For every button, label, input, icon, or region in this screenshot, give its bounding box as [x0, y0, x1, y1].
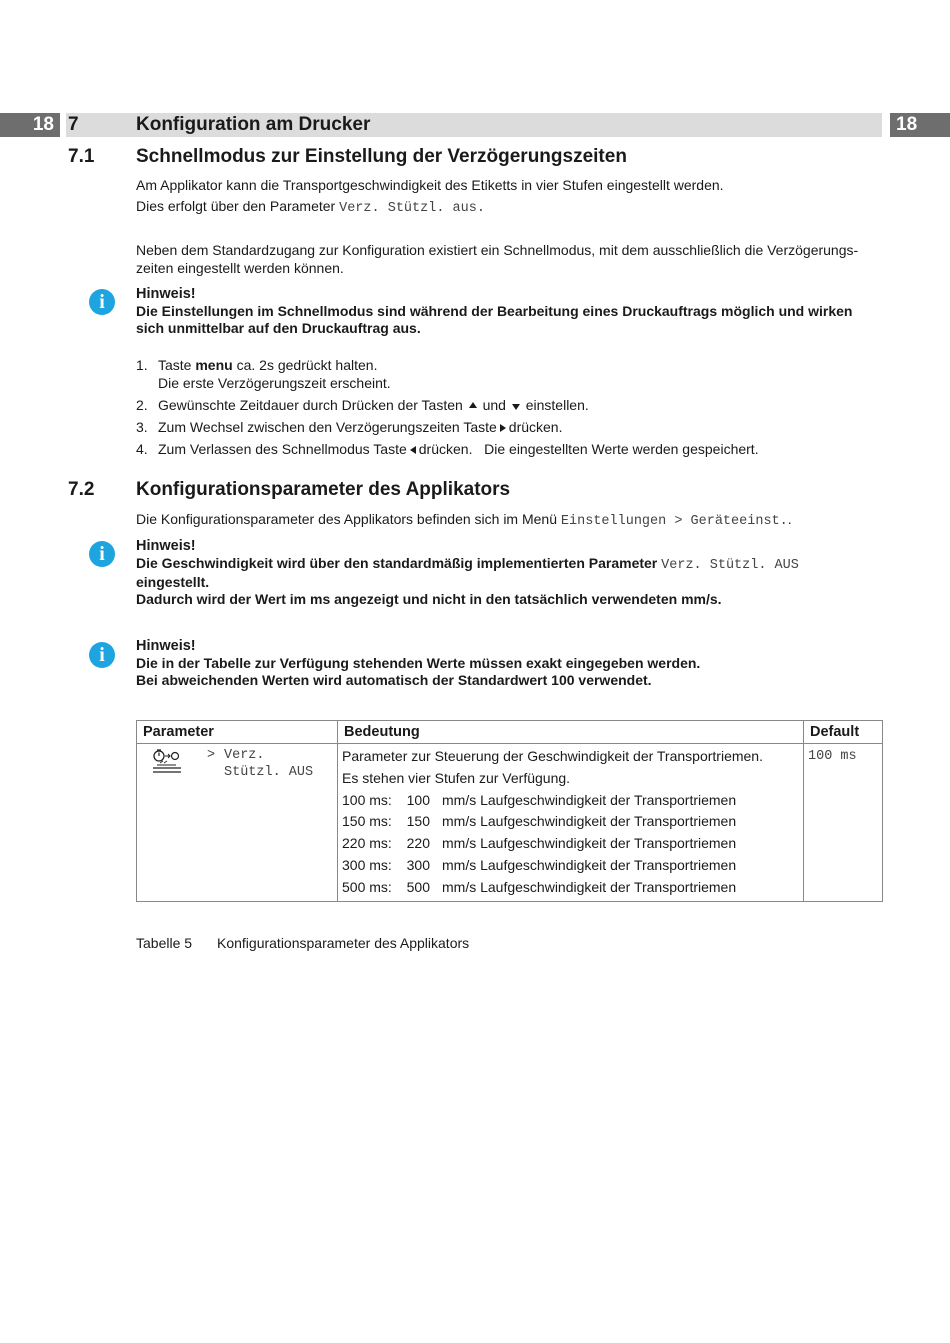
menu-path-suffix: . — [787, 511, 792, 527]
applicator-speed-icon — [151, 748, 185, 776]
step-text: drücken. Die eingestellten Werte werden gespeichert. — [418, 441, 759, 457]
list-text — [158, 418, 562, 436]
note-text: Die Geschwindigkeit wird über den standardmäßig implementierten Parameter — [136, 555, 658, 571]
chapter-number: 7 — [68, 114, 79, 135]
speed-row — [342, 790, 799, 812]
note-line: Bei abweichenden Werten wird automatisch der Standardwert 100 verwendet. — [136, 672, 652, 688]
menu-path-prefix: Die Konfigurationsparameter des Applikators befinden sich im Menü — [136, 511, 558, 527]
param-name-line1: Verz. — [224, 748, 265, 763]
step-text: und — [482, 397, 506, 413]
list-item — [136, 440, 896, 458]
parameter-cell — [137, 744, 338, 902]
param-arrow: > — [207, 748, 216, 763]
speed-text: mm/s Laufgeschwindigkeit der Transportriemen — [442, 878, 737, 895]
note-line — [136, 555, 886, 574]
paragraph-schnellmodus-line1: Neben dem Standardzugang zur Konfiguration existiert ein Schnellmodus, mit dem ausschließlich die Verzögerungs- — [136, 242, 859, 258]
speed-row — [342, 877, 799, 899]
column-header-parameter: Parameter — [137, 721, 338, 744]
info-icon: i — [89, 541, 115, 567]
list-item — [136, 418, 896, 436]
column-header-bedeutung: Bedeutung — [338, 721, 804, 744]
section-number-7-1: 7.1 — [68, 146, 95, 167]
list-number: 2. — [136, 397, 148, 413]
arrow-right-icon — [500, 424, 506, 432]
param-code: Verz. Stützl. AUS — [661, 558, 799, 573]
rate-label: 100 ms: — [342, 791, 392, 808]
description-line: Parameter zur Steuerung der Geschwindigkeit der Transportriemen. — [342, 748, 763, 764]
paragraph-menu-path — [136, 510, 792, 531]
arrow-down-icon — [512, 404, 520, 410]
rate-label: 150 ms: — [342, 813, 392, 830]
speed-value: 100 — [406, 791, 430, 808]
key-menu: menu — [195, 357, 233, 373]
steps-list — [136, 356, 896, 458]
note-line: eingestellt. — [136, 574, 210, 590]
parameter-table — [136, 720, 883, 902]
note-line: Die Einstellungen im Schnellmodus sind während der Bearbeitung eines Druckauftrags möglich und wirken — [136, 303, 853, 319]
step-text: drücken. — [508, 419, 563, 435]
paragraph-schnellmodus — [136, 241, 896, 277]
note-werte — [136, 638, 886, 689]
note-geschwindigkeit — [136, 538, 886, 608]
note-title: Hinweis! — [136, 286, 196, 302]
speed-text: mm/s Laufgeschwindigkeit der Transportriemen — [442, 791, 737, 808]
menu-path: Einstellungen > Geräteeinst. — [560, 514, 788, 529]
list-item — [136, 356, 896, 374]
paragraph-schnellmodus-line2: zeiten eingestellt werden können. — [136, 260, 344, 276]
arrow-left-icon — [410, 446, 416, 454]
list-text — [158, 396, 589, 414]
list-item — [136, 396, 896, 414]
step-text: einstellen. — [525, 397, 589, 413]
table-row — [137, 744, 883, 902]
param-code: Verz. Stützl. aus. — [339, 201, 485, 216]
list-item-continuation: Die erste Verzögerungszeit erscheint. — [158, 375, 391, 391]
chapter-title: Konfiguration am Drucker — [136, 114, 371, 135]
page-number-right-text: 18 — [896, 114, 918, 135]
speed-value: 150 — [406, 813, 430, 830]
step-text: Zum Wechsel zwischen den Verzögerungszeiten Taste — [158, 419, 497, 435]
page-number-left-text: 18 — [32, 114, 54, 135]
note-title: Hinweis! — [136, 638, 196, 654]
column-header-default: Default — [804, 721, 883, 744]
paragraph-intro — [136, 176, 881, 218]
speed-value: 300 — [406, 856, 430, 873]
paragraph-intro-line1: Am Applikator kann die Transportgeschwindigkeit des Etiketts in vier Stufen eingestellt werden. — [136, 177, 724, 193]
rate-label: 300 ms: — [342, 856, 392, 873]
note-line: Die in der Tabelle zur Verfügung stehenden Werte müssen exakt eingegeben werden. — [136, 655, 701, 671]
paragraph-intro-line2 — [136, 197, 881, 218]
default-cell — [804, 744, 883, 902]
default-value: 100 ms — [808, 749, 857, 764]
note-line: Dadurch wird der Wert im ms angezeigt und nicht in den tatsächlich verwendeten mm/s. — [136, 591, 722, 607]
list-text — [158, 440, 759, 458]
rate-label: 220 ms: — [342, 835, 392, 852]
param-prefix: Dies erfolgt über den Parameter — [136, 198, 336, 214]
info-icon: i — [89, 642, 115, 668]
step-text: ca. 2s gedrückt halten. — [236, 357, 378, 373]
list-number: 4. — [136, 441, 148, 457]
table-caption — [136, 934, 470, 952]
caption-label: Tabelle 5 — [136, 935, 193, 951]
section-title-7-1: Schnellmodus zur Einstellung der Verzögerungszeiten — [136, 146, 627, 167]
speed-row — [342, 833, 799, 855]
list-number: 3. — [136, 419, 148, 435]
speed-text: mm/s Laufgeschwindigkeit der Transportriemen — [442, 813, 737, 830]
arrow-up-icon — [469, 402, 477, 408]
step-text: Gewünschte Zeitdauer durch Drücken der Tasten — [158, 397, 463, 413]
caption-text: Konfigurationsparameter des Applikators — [217, 935, 470, 951]
section-number-7-2: 7.2 — [68, 479, 95, 500]
list-number: 1. — [136, 357, 148, 373]
list-text — [158, 356, 377, 374]
note-line: sich unmittelbar auf den Druckauftrag aus. — [136, 320, 421, 336]
param-name-line2: Stützl. AUS — [224, 765, 314, 780]
page-number-left — [0, 113, 60, 137]
speed-value: 500 — [406, 878, 430, 895]
description-line: Es stehen vier Stufen zur Verfügung. — [342, 769, 571, 786]
speed-row — [342, 811, 799, 833]
speed-value: 220 — [406, 835, 430, 852]
step-text: Zum Verlassen des Schnellmodus Taste — [158, 441, 407, 457]
speed-row — [342, 855, 799, 877]
rate-label: 500 ms: — [342, 878, 392, 895]
table-header-row — [137, 721, 883, 744]
description-cell — [338, 744, 804, 902]
step-text: Taste — [158, 357, 192, 373]
info-icon: i — [89, 289, 115, 315]
note-schnellmodus — [136, 286, 886, 337]
note-title: Hinweis! — [136, 538, 196, 554]
section-title-7-2: Konfigurationsparameter des Applikators — [136, 479, 511, 500]
page-number-right — [890, 113, 950, 137]
speed-text: mm/s Laufgeschwindigkeit der Transportriemen — [442, 835, 737, 852]
speed-text: mm/s Laufgeschwindigkeit der Transportriemen — [442, 856, 737, 873]
